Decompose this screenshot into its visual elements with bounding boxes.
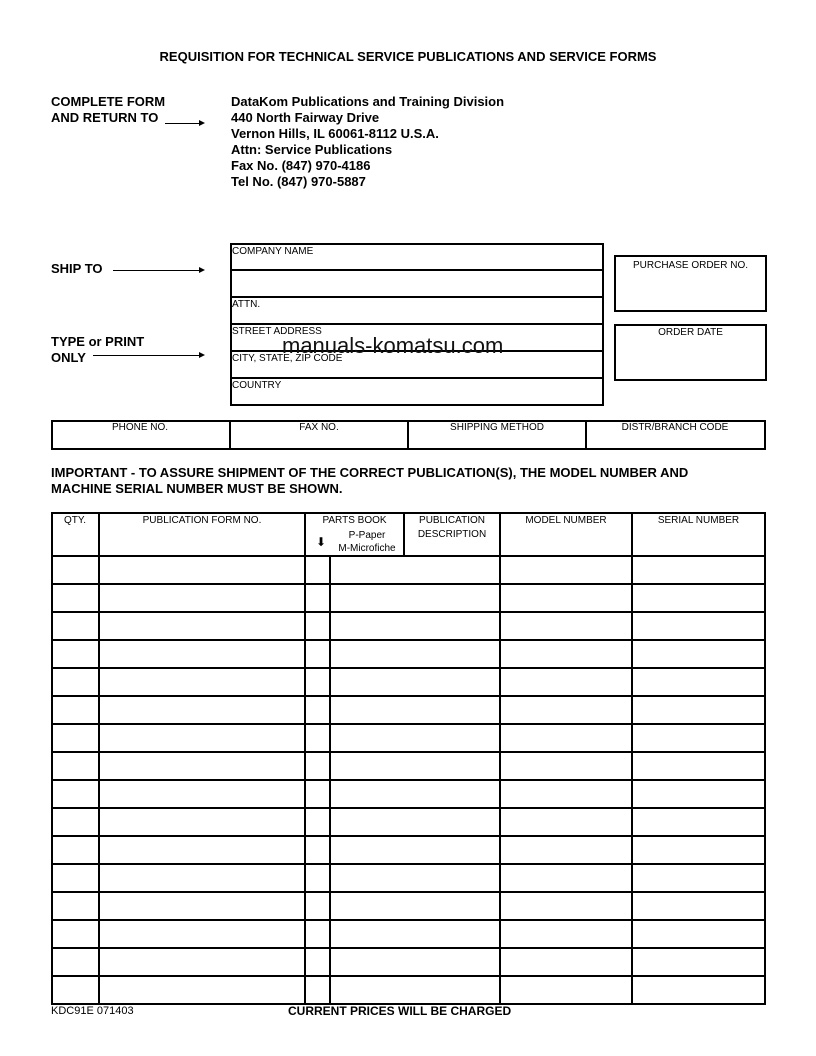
parts-book-header: PARTS BOOK [322,515,387,526]
form-no-cell[interactable] [101,781,304,807]
arrow-icon [165,123,203,124]
model-number-cell[interactable] [502,557,631,583]
table-row [51,641,766,667]
return-label-2: AND RETURN TO [51,110,159,125]
description-cell[interactable] [332,921,499,947]
microfiche-option: M-Microfiche [338,543,396,554]
shipping-method-field[interactable]: SHIPPING METHOD [450,422,544,433]
qty-cell[interactable] [53,669,97,695]
country-field[interactable]: COUNTRY [232,380,282,391]
parts-book-cell[interactable] [307,669,329,695]
address-line: Attn: Service Publications [231,142,393,157]
important-notice-1: IMPORTANT - TO ASSURE SHIPMENT OF THE CORRECT PUBLICATION(S), THE MODEL NUMBER AND [51,465,689,480]
form-no-cell[interactable] [101,613,304,639]
model-number-cell[interactable] [502,837,631,863]
fax-number: Fax No. (847) 970-4186 [231,158,371,173]
street-address-field[interactable]: STREET ADDRESS [232,326,322,337]
down-arrow-icon: ⬇ [316,535,327,549]
prices-notice: CURRENT PRICES WILL BE CHARGED [288,1004,512,1018]
form-no-cell[interactable] [101,921,304,947]
description-cell[interactable] [332,837,499,863]
qty-cell[interactable] [53,725,97,751]
attn-field[interactable]: ATTN. [232,299,261,310]
serial-number-cell[interactable] [634,557,765,583]
model-number-cell[interactable] [502,585,631,611]
form-no-cell[interactable] [101,669,304,695]
serial-number-header: SERIAL NUMBER [657,515,740,526]
qty-cell[interactable] [53,753,97,779]
serial-number-cell[interactable] [634,921,765,947]
form-no-header: PUBLICATION FORM NO. [142,515,262,526]
form-no-cell[interactable] [101,725,304,751]
table-row [51,837,766,863]
serial-number-cell[interactable] [634,837,765,863]
form-no-cell[interactable] [101,977,304,1003]
model-number-cell[interactable] [502,669,631,695]
branch-code-field[interactable]: DISTR/BRANCH CODE [621,422,729,433]
description-cell[interactable] [332,669,499,695]
table-row [51,865,766,891]
return-address [231,94,504,190]
qty-cell[interactable] [53,893,97,919]
order-date-field[interactable] [614,324,767,381]
parts-book-cell[interactable] [307,725,329,751]
type-or-print-label: TYPE or PRINT [51,334,145,349]
arrow-icon [93,355,203,356]
description-cell[interactable] [332,697,499,723]
order-date-label: ORDER DATE [658,327,723,338]
form-code: KDC91E 071403 [51,1005,134,1017]
model-number-cell[interactable] [502,893,631,919]
watermark: manuals-komatsu.com [282,333,504,358]
table-row [51,557,766,583]
table-row [51,585,766,611]
serial-number-cell[interactable] [634,613,765,639]
model-number-cell[interactable] [502,613,631,639]
parts-book-cell[interactable] [307,697,329,723]
description-cell[interactable] [332,809,499,835]
qty-cell[interactable] [53,949,97,975]
serial-number-cell[interactable] [634,641,765,667]
model-number-header: MODEL NUMBER [525,515,607,526]
qty-cell[interactable] [53,613,97,639]
serial-number-cell[interactable] [634,893,765,919]
qty-cell[interactable] [53,921,97,947]
description-header-1: PUBLICATION [419,515,485,526]
parts-book-cell[interactable] [307,949,329,975]
city-state-zip-field[interactable]: CITY, STATE, ZIP CODE [232,353,343,364]
parts-book-cell[interactable] [307,921,329,947]
model-number-cell[interactable] [502,977,631,1003]
form-no-cell[interactable] [101,697,304,723]
serial-number-cell[interactable] [634,669,765,695]
paper-option: P-Paper [348,530,386,541]
form-no-cell[interactable] [101,949,304,975]
parts-book-cell[interactable] [307,753,329,779]
table-row [51,753,766,779]
parts-book-cell[interactable] [307,585,329,611]
qty-header: QTY. [63,515,87,526]
qty-cell[interactable] [53,697,97,723]
company-name-field[interactable]: COMPANY NAME [232,246,314,257]
description-cell[interactable] [332,585,499,611]
parts-book-cell[interactable] [307,613,329,639]
form-no-cell[interactable] [101,557,304,583]
parts-book-cell[interactable] [307,781,329,807]
serial-number-cell[interactable] [634,809,765,835]
form-no-cell[interactable] [101,865,304,891]
parts-book-cell[interactable] [307,893,329,919]
address-line: DataKom Publications and Training Division [231,94,505,109]
serial-number-cell[interactable] [634,585,765,611]
table-row [51,893,766,919]
form-no-cell[interactable] [101,809,304,835]
parts-book-cell[interactable] [307,641,329,667]
description-cell[interactable] [332,949,499,975]
serial-number-cell[interactable] [634,781,765,807]
description-cell[interactable] [332,977,499,1003]
serial-number-cell[interactable] [634,753,765,779]
parts-book-cell[interactable] [307,837,329,863]
table-row [51,669,766,695]
model-number-cell[interactable] [502,725,631,751]
model-number-cell[interactable] [502,753,631,779]
description-cell[interactable] [332,893,499,919]
model-number-cell[interactable] [502,949,631,975]
description-header-2: DESCRIPTION [417,529,487,540]
description-cell[interactable] [332,753,499,779]
description-cell[interactable] [332,613,499,639]
phone-field[interactable]: PHONE NO. [111,422,169,433]
table-row [51,809,766,835]
qty-cell[interactable] [53,557,97,583]
serial-number-cell[interactable] [634,725,765,751]
serial-number-cell[interactable] [634,697,765,723]
model-number-cell[interactable] [502,921,631,947]
address-line: 440 North Fairway Drive [231,110,380,125]
qty-cell[interactable] [53,977,97,1003]
important-notice-2: MACHINE SERIAL NUMBER MUST BE SHOWN. [51,481,343,496]
form-no-cell[interactable] [101,753,304,779]
form-no-cell[interactable] [101,837,304,863]
tel-number: Tel No. (847) 970-5887 [231,174,366,189]
model-number-cell[interactable] [502,809,631,835]
form-no-cell[interactable] [101,585,304,611]
table-row [51,725,766,751]
qty-cell[interactable] [53,585,97,611]
description-cell[interactable] [332,725,499,751]
table-row [51,781,766,807]
qty-cell[interactable] [53,865,97,891]
qty-cell[interactable] [53,781,97,807]
parts-book-cell[interactable] [307,865,329,891]
purchase-order-label: PURCHASE ORDER NO. [632,260,748,271]
parts-book-cell[interactable] [307,557,329,583]
description-cell[interactable] [332,865,499,891]
model-number-cell[interactable] [502,865,631,891]
fax-field[interactable]: FAX NO. [299,422,339,433]
qty-cell[interactable] [53,641,97,667]
form-title: REQUISITION FOR TECHNICAL SERVICE PUBLICATIONS AND SERVICE FORMS [159,49,657,64]
table-row [51,977,766,1003]
serial-number-cell[interactable] [634,977,765,1003]
parts-book-cell[interactable] [307,809,329,835]
parts-book-cell[interactable] [307,977,329,1003]
table-row [51,921,766,947]
form-no-cell[interactable] [101,893,304,919]
return-label-1: COMPLETE FORM [51,94,166,109]
table-row [51,697,766,723]
table-row [51,613,766,639]
address-line: Vernon Hills, IL 60061-8112 U.S.A. [231,126,439,141]
purchase-order-field[interactable] [614,255,767,312]
qty-cell[interactable] [53,837,97,863]
serial-number-cell[interactable] [634,865,765,891]
table-row [51,949,766,975]
description-cell[interactable] [332,641,499,667]
arrow-icon [113,270,203,271]
model-number-cell[interactable] [502,697,631,723]
qty-cell[interactable] [53,809,97,835]
description-cell[interactable] [332,781,499,807]
model-number-cell[interactable] [502,781,631,807]
serial-number-cell[interactable] [634,949,765,975]
form-no-cell[interactable] [101,641,304,667]
ship-to-label: SHIP TO [51,261,103,276]
description-cell[interactable] [332,557,499,583]
company-name-line2-field[interactable] [232,272,600,295]
only-label: ONLY [51,350,86,365]
model-number-cell[interactable] [502,641,631,667]
